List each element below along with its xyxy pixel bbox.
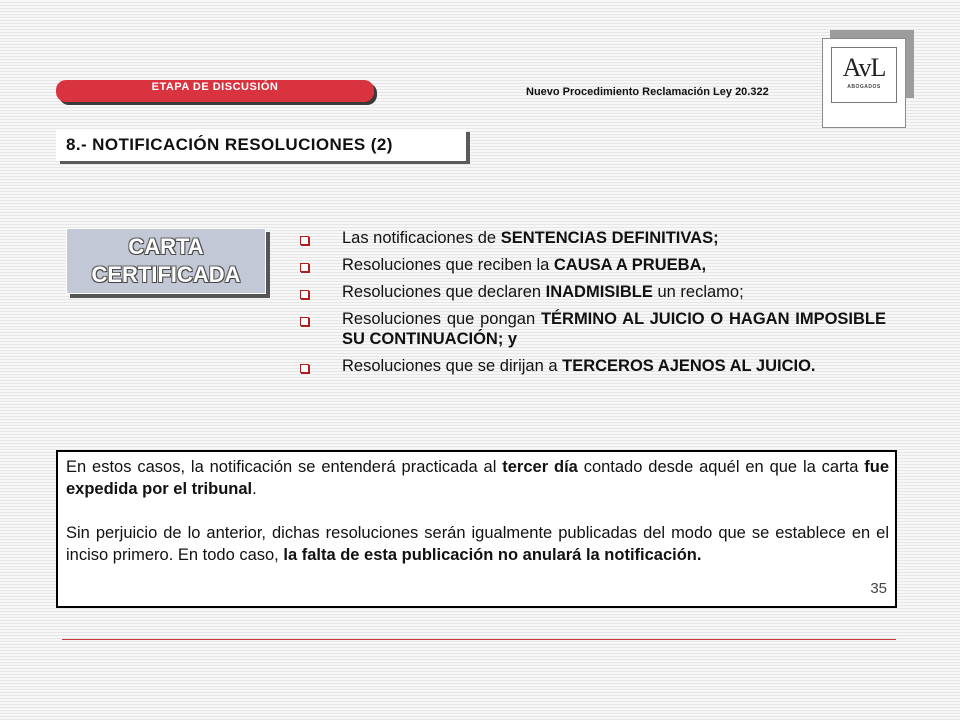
bullet-text-regular: Resoluciones que pongan bbox=[342, 310, 541, 328]
carta-line-2: CERTIFICADA bbox=[91, 262, 241, 287]
note-paragraph-1 bbox=[66, 456, 889, 500]
section-title: 8.- NOTIFICACIÓN RESOLUCIONES (2) bbox=[56, 129, 466, 161]
bullet-text-bold: TERCEROS AJENOS AL JUICIO. bbox=[562, 357, 816, 375]
note-text: . bbox=[252, 480, 257, 498]
list-item bbox=[294, 228, 886, 248]
bullet-text bbox=[342, 282, 886, 302]
page-number: 35 bbox=[870, 580, 887, 597]
logo-text: AvL bbox=[842, 53, 886, 82]
hollow-square-bullet-icon bbox=[300, 263, 309, 272]
bullet-text-regular: un reclamo; bbox=[652, 283, 744, 301]
bullet-text-regular: Resoluciones que declaren bbox=[342, 283, 546, 301]
list-item bbox=[294, 309, 886, 349]
logo-inner-frame bbox=[831, 47, 897, 103]
header-subtitle: Nuevo Procedimiento Reclamación Ley 20.322 bbox=[526, 86, 769, 98]
bullet-text-regular: Resoluciones que se dirijan a bbox=[342, 357, 563, 375]
note-paragraph-2 bbox=[66, 522, 889, 566]
list-item bbox=[294, 356, 886, 376]
note-text-bold: la falta de esta publicación no anulará la notificación. bbox=[283, 546, 702, 564]
logo-subtext: ABOGADOS bbox=[847, 84, 881, 90]
note-text: contado desde aquél en que la carta bbox=[577, 458, 865, 476]
carta-certificada-box bbox=[66, 228, 266, 294]
bullet-text-regular: Resoluciones que reciben la bbox=[342, 256, 554, 274]
stage-tab bbox=[56, 80, 374, 102]
carta-line-1: CARTA bbox=[128, 234, 204, 259]
bullet-text bbox=[342, 255, 886, 275]
bullet-text bbox=[342, 228, 886, 248]
note-text: En estos casos, la notificación se entenderá practicada al bbox=[66, 458, 503, 476]
stage-label: ETAPA DE DISCUSIÓN bbox=[151, 81, 279, 93]
logo bbox=[822, 30, 914, 130]
hollow-square-bullet-icon bbox=[300, 317, 309, 326]
hollow-square-bullet-icon bbox=[300, 236, 309, 245]
bullet-list bbox=[294, 228, 886, 383]
hollow-square-bullet-icon bbox=[300, 364, 309, 373]
bullet-text bbox=[342, 309, 886, 349]
list-item bbox=[294, 255, 886, 275]
bullet-text-bold: CAUSA A PRUEBA, bbox=[553, 256, 707, 274]
bottom-divider bbox=[62, 639, 896, 640]
logo-frame bbox=[822, 38, 906, 128]
note-text: Sin perjuicio de lo anterior, dichas resoluciones serán igualmente publicadas del modo que se establece en el inciso primero. En todo caso, bbox=[66, 524, 889, 564]
bullet-text-regular: Las notificaciones de bbox=[342, 229, 501, 247]
bullet-text-bold: INADMISIBLE bbox=[545, 283, 653, 301]
list-item bbox=[294, 282, 886, 302]
note-box bbox=[56, 450, 897, 608]
bullet-text bbox=[342, 356, 886, 376]
bullet-text-bold: SENTENCIAS DEFINITIVAS; bbox=[500, 229, 719, 247]
hollow-square-bullet-icon bbox=[300, 290, 309, 299]
note-text-bold: tercer día bbox=[502, 458, 578, 476]
bullet-text-bold: TÉRMINO AL JUICIO O HAGAN IMPOSIBLE SU CONTINUACIÓN; y bbox=[342, 310, 887, 348]
note-text-bold: fue expedida por el tribunal bbox=[66, 458, 889, 498]
